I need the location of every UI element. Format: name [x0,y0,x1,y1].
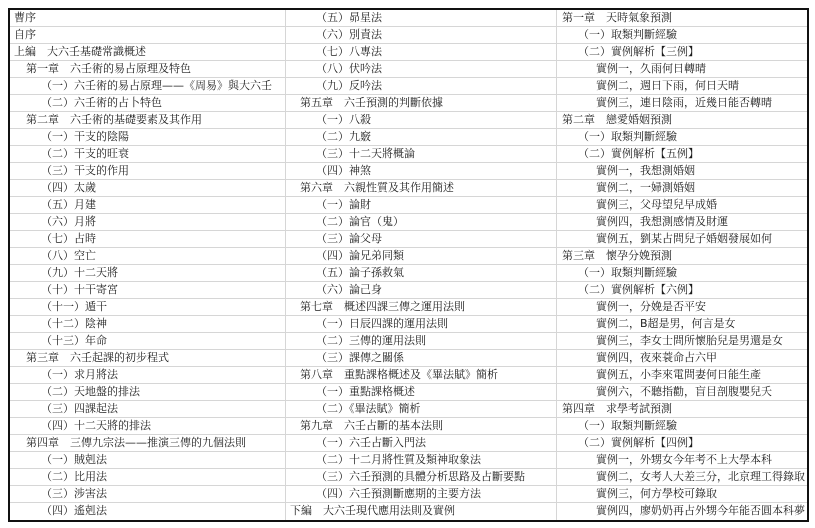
section-entry: （一）八殺 [286,112,556,129]
section-entry: （九）反吟法 [286,78,556,95]
section-entry: （二）論官（鬼） [286,214,556,231]
case-entry: 實例一，分娩是否平安 [557,299,807,316]
section-entry: （十一）遁干 [10,299,285,316]
case-entry: 實例四，我想測感情及財運 [557,214,807,231]
case-entry: 實例五，小李來電問妻何日能生產 [557,367,807,384]
case-entry: 實例一，我想測婚姻 [557,163,807,180]
section-entry: （七）占時 [10,231,285,248]
section-entry: （二）九竅 [286,129,556,146]
section-entry: （一）論財 [286,197,556,214]
section-entry: （一）求月將法 [10,367,285,384]
section-entry: （八）伏吟法 [286,61,556,78]
case-entry: 實例六，不聽指勸，盲目剖腹嬰兒夭 [557,384,807,401]
chapter-heading: 第二章 六壬術的基礎要素及其作用 [10,112,285,129]
section-entry: （二）實例解析【四例】 [557,435,807,452]
section-entry: （一）取類判斷經驗 [557,129,807,146]
case-entry: 實例二，週日下雨，何日天晴 [557,78,807,95]
section-entry: （六）月將 [10,214,285,231]
section-entry: （五）月建 [10,197,285,214]
section-entry: （四）遙剋法 [41,504,107,517]
case-entry: 實例四，廖奶奶再占外甥今年能否圓本科夢 [596,504,805,517]
case-entry: 實例三，連日陰雨，近幾日能否轉晴 [557,95,807,112]
section-entry: （十）十干寄宮 [10,282,285,299]
section-entry: （六）論己身 [286,282,556,299]
section-entry: （一）取類判斷經驗 [557,418,807,435]
case-entry: 實例二，女考人大差三分，北京理工得錄取 [557,469,807,486]
chapter-heading: 第六章 六親性質及其作用簡述 [286,180,556,197]
toc-column-3 [557,10,807,520]
section-entry: （四）六壬預測斷應期的主要方法 [286,486,556,503]
section-entry: （六）別責法 [286,27,556,44]
section-entry: （四）神煞 [286,163,556,180]
section-entry: （一）取類判斷經驗 [557,27,807,44]
part-heading: 上編 大六壬基礎常識概述 [10,44,285,61]
case-entry: 實例二，一婦測婚姻 [557,180,807,197]
section-entry: （一）賊剋法 [10,452,285,469]
section-entry: （二）比用法 [10,469,285,486]
section-entry: （十三）年命 [10,333,285,350]
section-entry: （三）六壬預測的具體分析思路及占斷要點 [286,469,556,486]
section-entry: （三）十二天將概論 [286,146,556,163]
section-entry: （二）實例解析【三例】 [557,44,807,61]
section-entry: （二）十二月將性質及類神取象法 [286,452,556,469]
case-entry: 實例一，久雨何日轉晴 [557,61,807,78]
chapter-heading: 第四章 三傳九宗法——推演三傳的九個法則 [10,435,285,452]
section-entry: （一）干支的陰陽 [10,129,285,146]
front-matter-entry: 自序 [10,27,285,44]
section-entry: （四）十二天將的排法 [10,418,285,435]
section-entry: （五）昴星法 [286,10,556,27]
chapter-heading: 第五章 六壬預測的判斷依據 [286,95,556,112]
chapter-heading: 第二章 戀愛婚姻預測 [557,112,807,129]
case-entry: 實例五，劉某占問兒子婚姻發展如何 [557,231,807,248]
section-entry: （四）太歲 [10,180,285,197]
chapter-heading: 第一章 六壬術的易占原理及特色 [10,61,285,78]
section-entry: （七）八專法 [286,44,556,61]
chapter-heading: 第三章 六壬起課的初步程式 [10,350,285,367]
section-entry: （二）實例解析【五例】 [557,146,807,163]
section-entry: （二）天地盤的排法 [10,384,285,401]
case-entry: 實例一，外甥女今年考不上大學本科 [557,452,807,469]
part-heading: 下編 大六壬現代應用法則及實例 [290,504,455,517]
chapter-heading: 第三章 懷孕分娩預測 [557,248,807,265]
chapter-heading: 第四章 求學考試預測 [557,401,807,418]
table-of-contents [8,8,809,522]
section-entry: （二）三傳的運用法則 [286,333,556,350]
case-entry: 實例三，父母望兒早成婚 [557,197,807,214]
section-entry: （九）十二天將 [10,265,285,282]
section-entry: （一）取類判斷經驗 [557,265,807,282]
section-entry: （一）日辰四課的運用法則 [286,316,556,333]
section-entry: （一）六壬占斷入門法 [286,435,556,452]
case-entry: 實例三，何方學校可錄取 [557,486,807,503]
toc-column-1 [10,10,286,520]
section-entry: （三）涉害法 [10,486,285,503]
case-entry: 實例四，夜來蓑命占六甲 [557,350,807,367]
chapter-heading: 第八章 重點課格概述及《畢法賦》簡析 [286,367,556,384]
section-entry: （五）論子孫救氣 [286,265,556,282]
section-entry: （二）實例解析【六例】 [557,282,807,299]
chapter-heading: 第一章 天時氣象預測 [557,10,807,27]
case-entry: 實例二，B超是男，何言是女 [557,316,807,333]
section-entry: （一）重點課格概述 [286,384,556,401]
section-entry: （三）四課起法 [10,401,285,418]
section-entry: （三）課傳之關係 [286,350,556,367]
section-entry: （四）論兄弟同類 [286,248,556,265]
section-entry: （三）干支的作用 [10,163,285,180]
section-entry: （一）六壬術的易占原理——《周易》與大六壬 [10,78,285,95]
section-entry: （二）《畢法賦》簡析 [286,401,556,418]
section-entry: （二）六壬術的占卜特色 [10,95,285,112]
chapter-heading: 第七章 概述四課三傳之運用法則 [286,299,556,316]
section-entry: （十二）陰神 [10,316,285,333]
section-entry: （三）論父母 [286,231,556,248]
section-entry: （八）空亡 [10,248,285,265]
toc-column-2 [286,10,557,520]
section-entry: （二）干支的旺衰 [10,146,285,163]
chapter-heading: 第九章 六壬占斷的基本法則 [286,418,556,435]
case-entry: 實例三，李女士問所懷胎兒是男還是女 [557,333,807,350]
front-matter-entry: 曹序 [10,10,285,27]
